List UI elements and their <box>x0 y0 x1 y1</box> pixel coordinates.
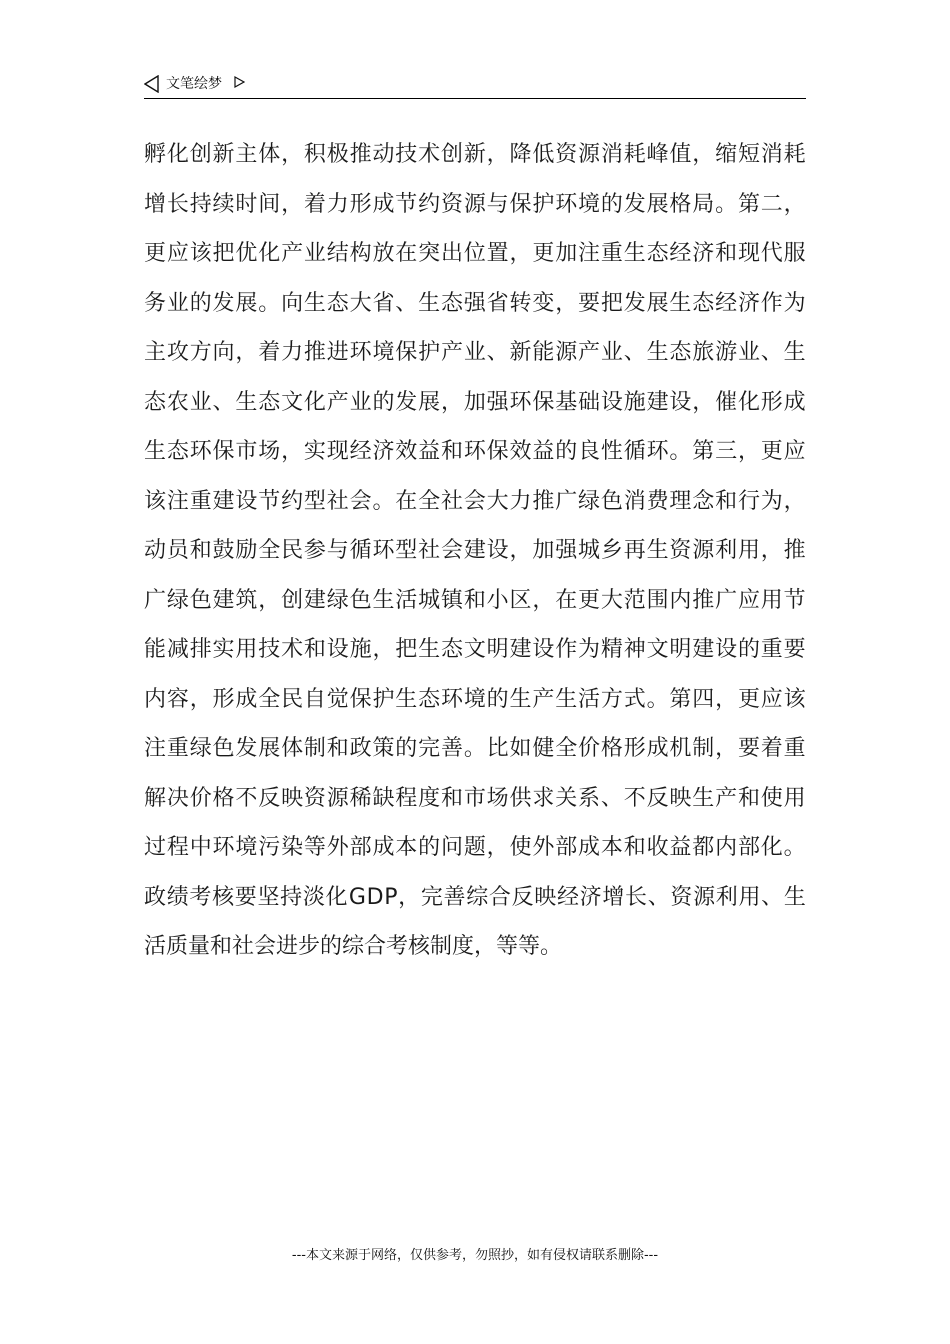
text-line: 政 绩 考 核 要 坚 持 淡 化 G D P ， 完 善 综 合 反 映 经 济 增 长 、 资 源 利 用 、 生 <box>144 884 806 910</box>
text-line: 主 攻 方 向 ， 着 力 推 进 环 境 保 护 产 业 、 新 能 源 产 业 、 生 态 旅 游 业 、 生 <box>144 340 806 365</box>
page-header <box>144 74 806 99</box>
text-line: 务 业 的 发 展 。 向 生 态 大 省 、 生 态 强 省 转 变 ， 要 把 发 展 生 态 经 济 作 为 <box>144 290 806 316</box>
text-line: 态 农 业 、 生 态 文 化 产 业 的 发 展 ， 加 强 环 保 基 础 设 施 建 设 ， 催 化 形 成 <box>144 389 806 415</box>
footer-disclaimer: ---本文来源于网络，仅供参考，勿照抄，如有侵权请联系删除--- <box>291 1248 659 1263</box>
right-triangle-icon <box>234 76 245 88</box>
text-line: 增 长 持 续 时 间 ， 着 力 形 成 节 约 资 源 与 保 护 环 境 的 发 展 格 局 。 第 二 ， <box>144 191 806 217</box>
body-text <box>144 130 806 972</box>
text-line: 内 容 ， 形 成 全 民 自 觉 保 护 生 态 环 境 的 生 产 生 活 方 式 。 第 四 ， 更 应 该 <box>144 686 806 712</box>
text-line: 该 注 重 建 设 节 约 型 社 会 。 在 全 社 会 大 力 推 广 绿 色 消 费 理 念 和 行 为 ， <box>144 488 806 514</box>
text-line: 活质量和社会进步的综合考核制度，等等。 <box>144 934 563 959</box>
text-line: 注 重 绿 色 发 展 体 制 和 政 策 的 完 善 。 比 如 健 全 价 格 形 成 机 制 ， 要 着 重 <box>144 736 806 761</box>
text-line: 解 决 价 格 不 反 映 资 源 稀 缺 程 度 和 市 场 供 求 关 系 、 不 反 映 生 产 和 使 用 <box>144 785 806 811</box>
text-line: 过 程 中 环 境 污 染 等 外 部 成 本 的 问 题 ， 使 外 部 成 本 和 收 益 都 内 部 化 。 <box>144 835 806 860</box>
text-line: 生 态 环 保 市 场 ， 实 现 经 济 效 益 和 环 保 效 益 的 良 性 循 环 。 第 三 ， 更 应 <box>144 439 806 464</box>
text-line: 动 员 和 鼓 励 全 民 参 与 循 环 型 社 会 建 设 ， 加 强 城 乡 再 生 资 源 利 用 ， 推 <box>144 538 806 563</box>
text-line: 能 减 排 实 用 技 术 和 设 施 ， 把 生 态 文 明 建 设 作 为 精 神 文 明 建 设 的 重 要 <box>144 637 806 662</box>
text-line: 更 应 该 把 优 化 产 业 结 构 放 在 突 出 位 置 ， 更 加 注 重 生 态 经 济 和 现 代 服 <box>144 241 806 266</box>
header-title: 文笔绘梦 <box>166 76 222 92</box>
text-line: 广 绿 色 建 筑 ， 创 建 绿 色 生 活 城 镇 和 小 区 ， 在 更 大 范 围 内 推 广 应 用 节 <box>144 587 806 613</box>
left-triangle-icon <box>144 75 160 93</box>
text-line: 孵 化 创 新 主 体 ， 积 极 推 动 技 术 创 新 ， 降 低 资 源 消 耗 峰 值 ， 缩 短 消 耗 <box>144 142 806 167</box>
